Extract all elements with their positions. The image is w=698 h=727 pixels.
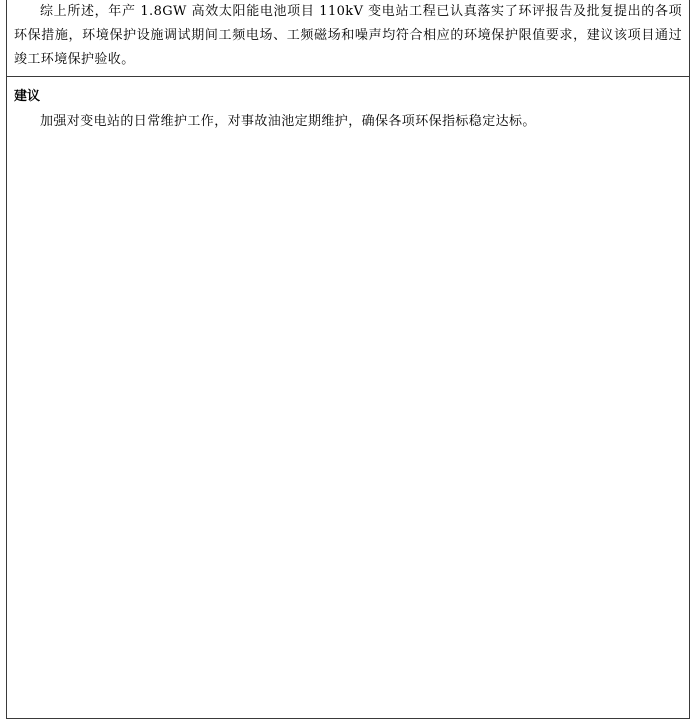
document-frame [6,0,690,719]
suggestion-section [7,78,689,134]
suggestion-heading: 建议 [14,89,41,104]
conclusion-section [7,0,689,77]
conclusion-paragraph: 综上所述，年产 1.8GW 高效太阳能电池项目 110kV 变电站工程已认真落实了环评报告及批复提出的各项环保措施，环境保护设施调试期间工频电场、工频磁场和噪声均符合相应的环境保护限值要求，建议该项目通过竣工环境保护验收。 [14,4,682,67]
suggestion-paragraph: 加强对变电站的日常维护工作，对事故油池定期维护，确保各项环保指标稳定达标。 [40,114,536,129]
